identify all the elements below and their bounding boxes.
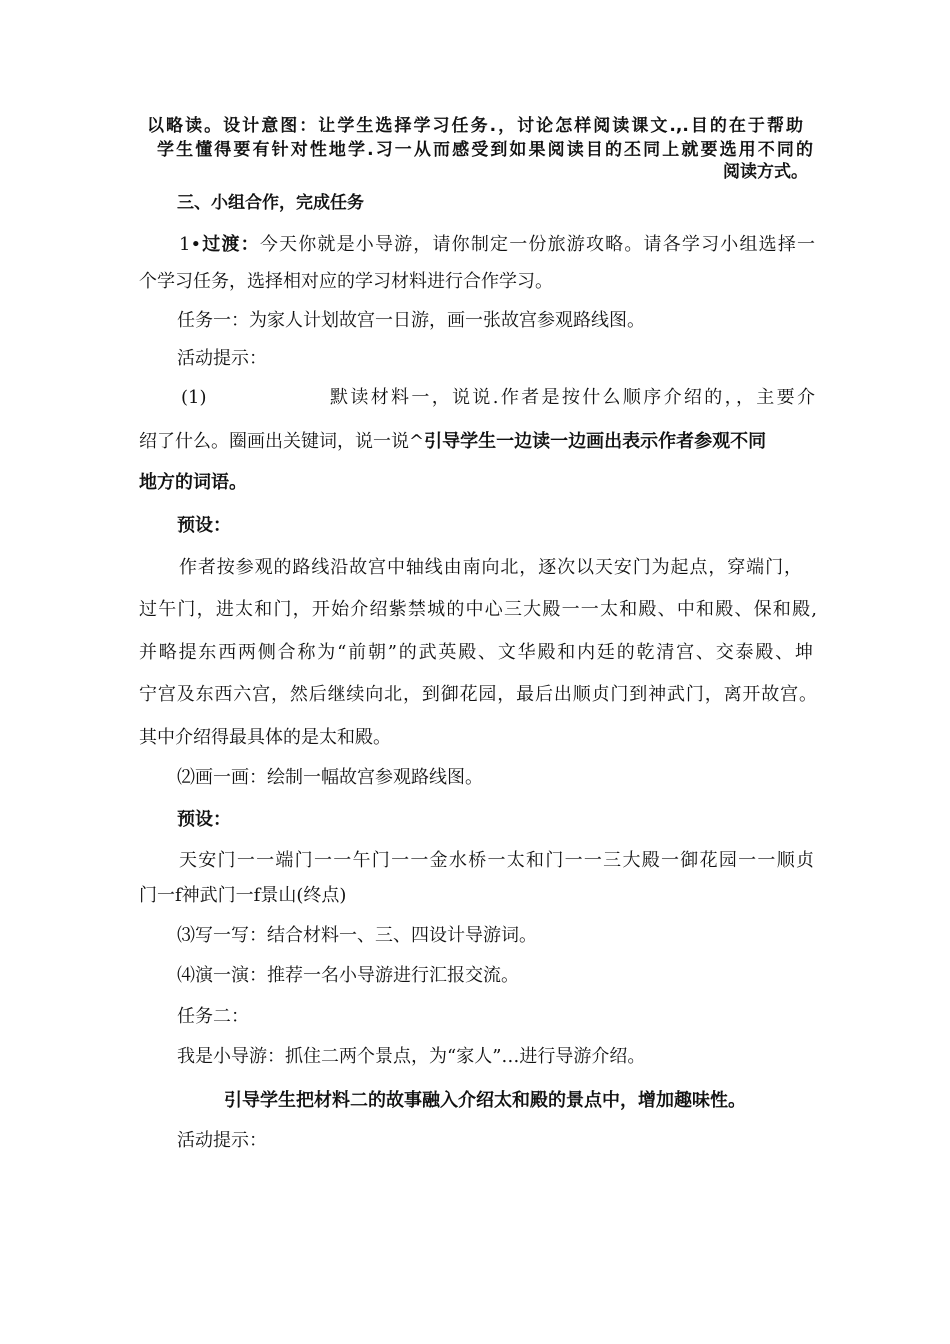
transition-label: 过渡： [201,234,260,255]
preset-label-2: 预设： [177,809,231,830]
task1-step1-line-1: 默读材料一，说说.作者是按什么顺序介绍的，，主要介 [330,387,815,408]
section-heading: 三、小组合作，完成任务 [177,193,364,213]
preset-paragraph-line-5: 其中介绍得最具体的是太和殿。 [139,727,391,748]
transition-line-2: 个学习任务，选择相对应的学习材料进行合作学习。 [139,271,553,292]
transition-line-1 [179,232,815,257]
task2-title: 任务二： [177,1006,249,1027]
task1-hint-label: 活动提示： [177,348,267,369]
task2-hint-label: 活动提示： [177,1130,267,1151]
task1-step1-guide-2: 地方的词语。 [139,472,247,493]
task1-step1-number: (1) [181,387,207,408]
design-intent-line-3: 阅读方式。 [723,162,808,182]
preset-paragraph-line-1: 作者按参观的路线沿故宫中轴线由南向北，逐次以天安门为起点，穿端门， [179,557,802,578]
task1-step1-text-2: 绍了什么。圈画出关键词，说一说^ [139,431,425,452]
preset-paragraph-line-2: 过午门，进太和门，开始介绍紫禁城的中心三大殿一一太和殿、中和殿、保和殿, [139,599,817,620]
preset-paragraph-line-3: 并略提东西两侧合称为“前朝”的武英殿、文华殿和内廷的乾清宫、交泰殿、坤 [139,642,813,663]
task1-step2: ⑵画一画：绘制一幅故宫参观路线图。 [177,767,483,788]
route-line-1: 天安门一一端门一一午门一一金水桥一太和门一一三大殿一御花园一一顺贞 [179,850,814,871]
task1-step4: ⑷演一演：推荐一名小导游进行汇报交流。 [177,965,519,986]
task2-guide: 引导学生把材料二的故事融入介绍太和殿的景点中，增加趣味性。 [224,1090,746,1111]
task1-title: 任务一：为家人计划故宫一日游，画一张故宫参观路线图。 [177,310,645,331]
design-intent-line-1: 以略读。设计意图：让学生选择学习任务.，讨论怎样阅读课文.,.目的在于帮助 [147,116,803,136]
transition-number: 1• [179,234,202,255]
task1-step3: ⑶写一写：结合材料一、三、四设计导游词。 [177,925,537,946]
route-line-2: 门一f神武门一f景山(终点) [139,885,347,906]
task1-step1-guide-1: 引导学生一边读一边画出表示作者参观不同 [424,431,767,452]
task1-step1-line-2 [139,429,766,454]
transition-text-1: 今天你就是小导游，请你制定一份旅游攻略。请各学习小组选择一 [259,234,816,255]
preset-label-1: 预设： [177,515,231,536]
preset-paragraph-line-4: 宁宫及东西六宫，然后继续向北，到御花园，最后出顺贞门到神武门，离开故宫。 [139,684,817,705]
design-intent-line-2: 学生懂得要有针对性地学.习一从而感受到如果阅读目的丕同上就要选用不同的 [157,140,813,160]
task2-text: 我是小导游：抓住二两个景点，为“家人”…进行导游介绍。 [177,1046,646,1067]
